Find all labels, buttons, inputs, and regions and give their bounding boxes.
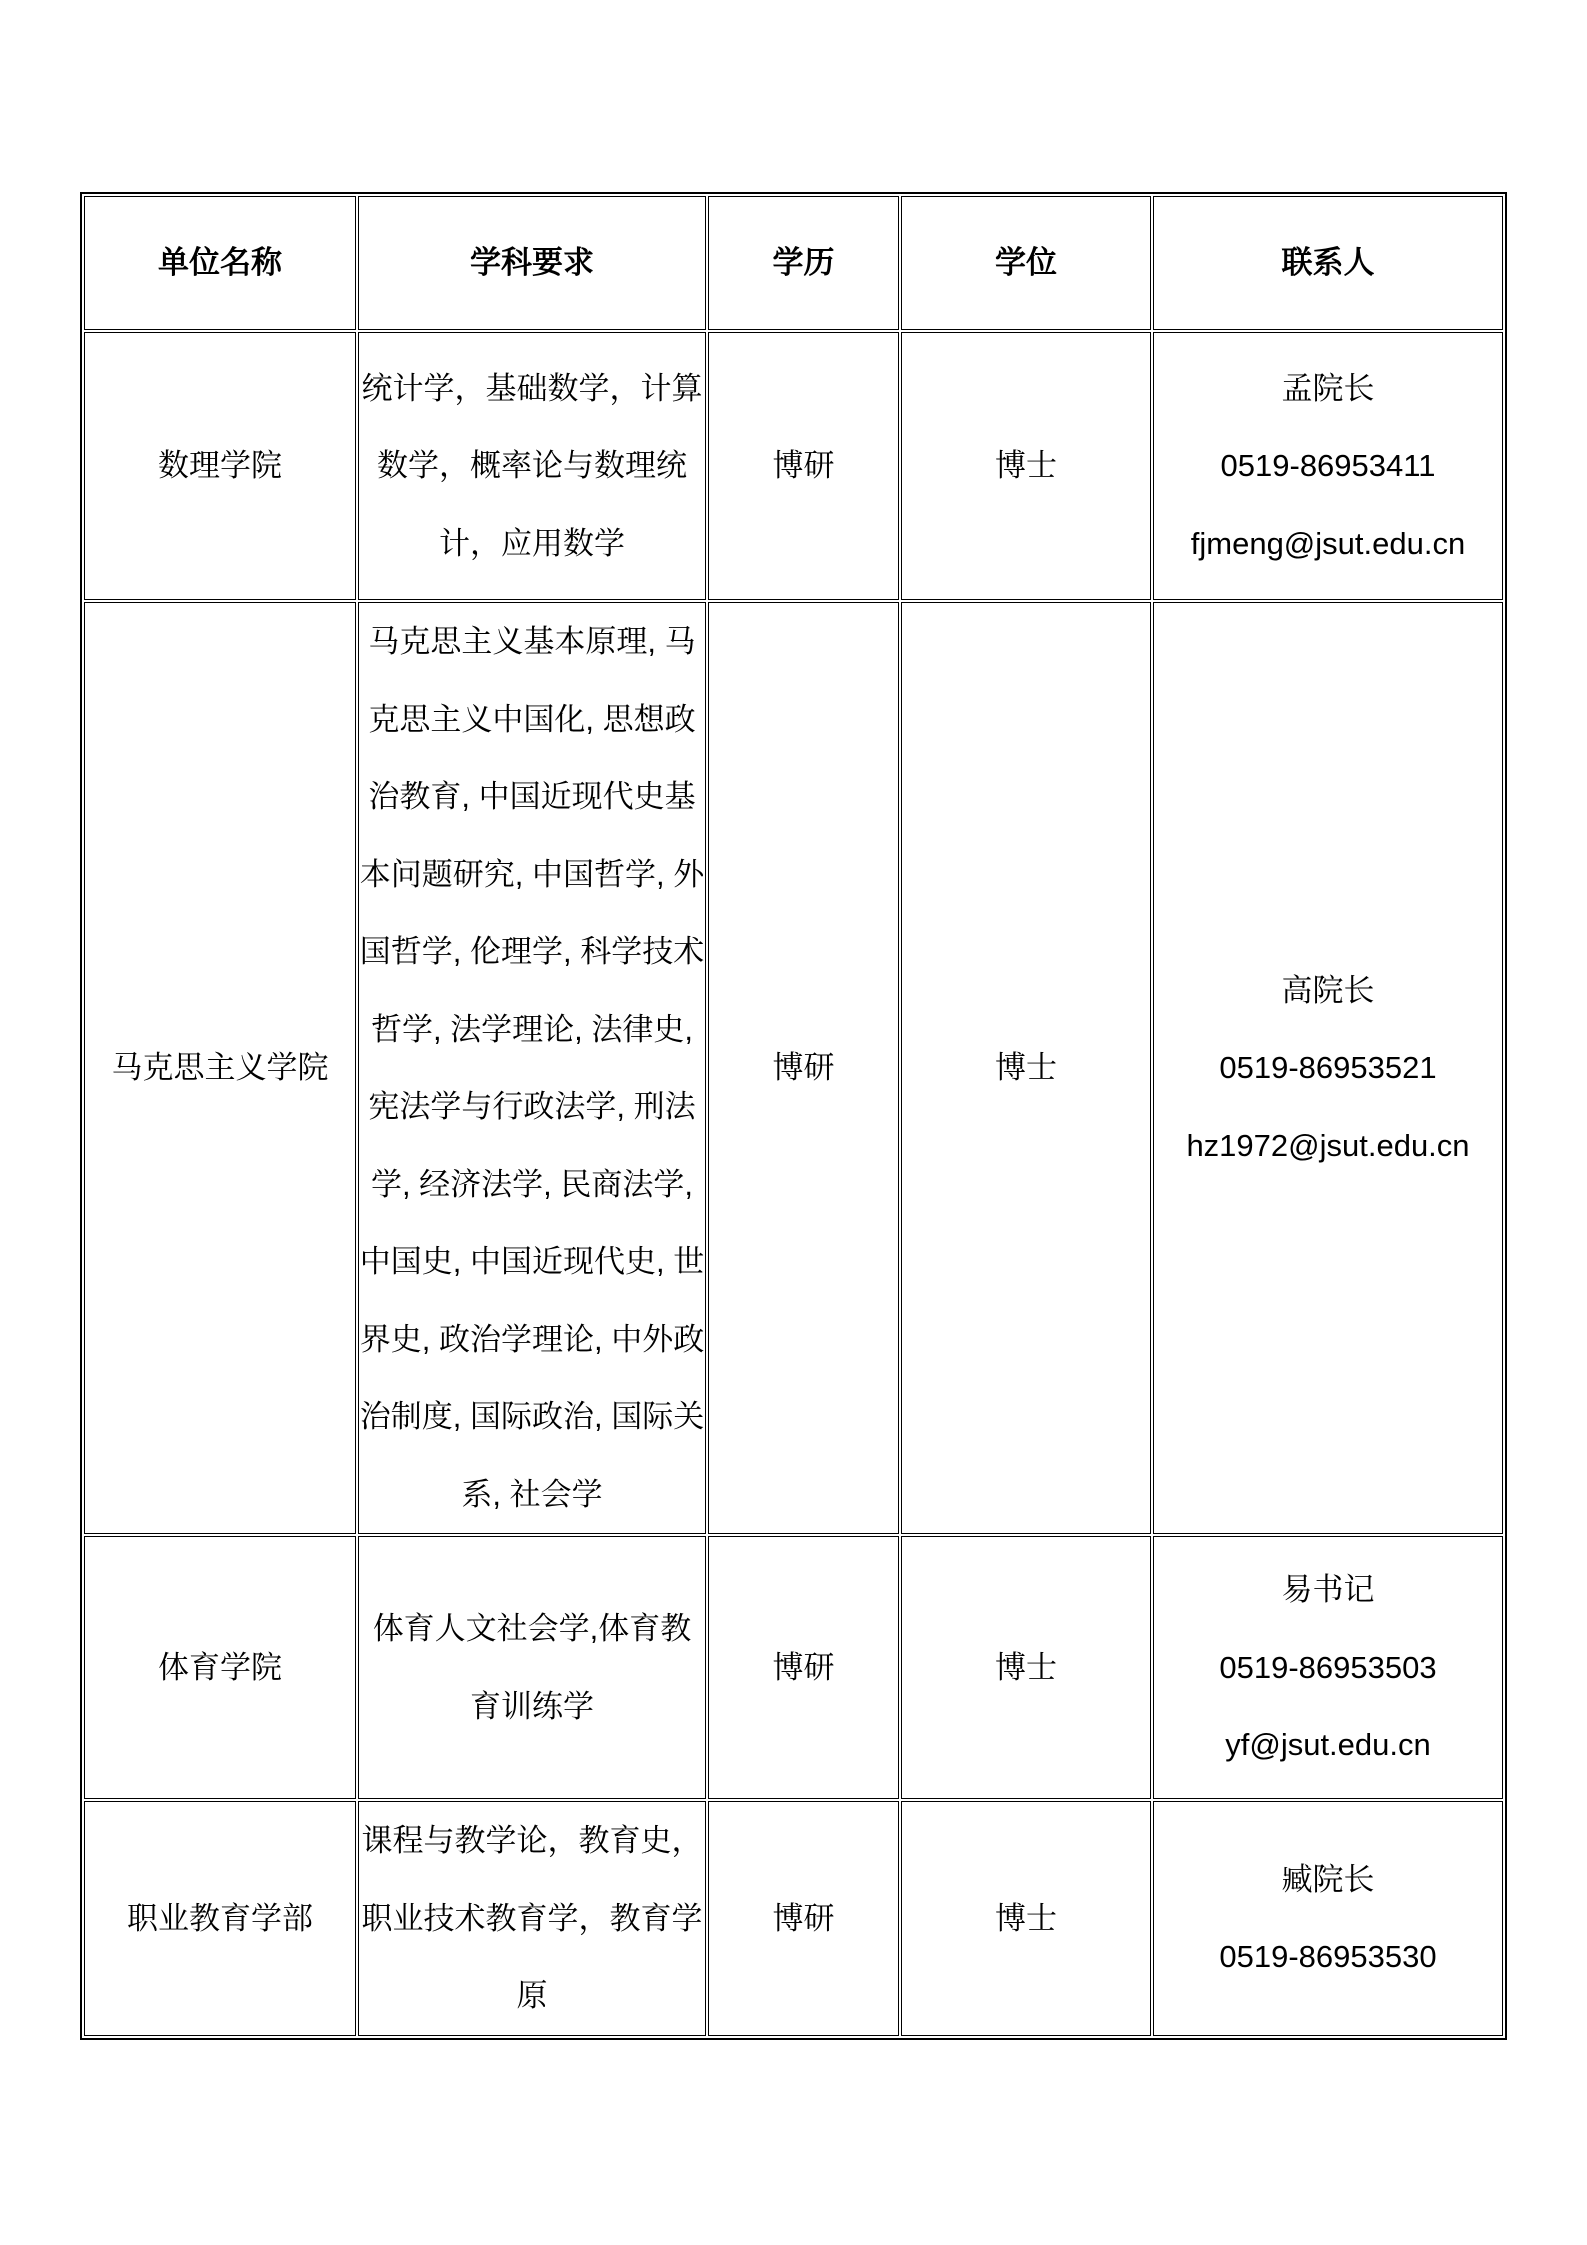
cell-degree: 博士 bbox=[901, 1801, 1151, 2036]
header-cell-unit: 单位名称 bbox=[84, 196, 356, 330]
cell-degree: 博士 bbox=[901, 602, 1151, 1534]
table-row bbox=[84, 332, 1503, 600]
cell-contact bbox=[1153, 1536, 1503, 1799]
cell-discipline: 马克思主义基本原理, 马克思主义中国化, 思想政治教育, 中国近现代史基本问题研究, 中国哲学, 外国哲学, 伦理学, 科学技术哲学, 法学理论, 法律史, 宪法学与行政法学, 刑法学, 经济法学, 民商法学, 中国史, 中国近现代史, 世界史, 政治学理论, 中外政治制度, 国际政治, 国际关系, 社会学 bbox=[358, 602, 706, 1534]
table-header-row bbox=[84, 196, 1503, 330]
cell-degree: 博士 bbox=[901, 332, 1151, 600]
table-row bbox=[84, 1536, 1503, 1799]
header-cell-discipline: 学科要求 bbox=[358, 196, 706, 330]
cell-unit-name: 职业教育学部 bbox=[84, 1801, 356, 2036]
cell-education: 博研 bbox=[708, 1536, 899, 1799]
cell-unit-name: 马克思主义学院 bbox=[84, 602, 356, 1534]
cell-contact bbox=[1153, 1801, 1503, 2036]
cell-unit-name: 体育学院 bbox=[84, 1536, 356, 1799]
contact-phone: 0519-86953530 bbox=[1219, 1939, 1437, 1975]
cell-discipline: 统计学，基础数学，计算数学，概率论与数理统计，应用数学 bbox=[358, 332, 706, 600]
header-cell-contact: 联系人 bbox=[1153, 196, 1503, 330]
contact-name: 孟院长 bbox=[1281, 370, 1375, 406]
header-cell-education: 学历 bbox=[708, 196, 899, 330]
cell-education: 博研 bbox=[708, 602, 899, 1534]
cell-unit-name: 数理学院 bbox=[84, 332, 356, 600]
contact-email: fjmeng@jsut.edu.cn bbox=[1190, 525, 1466, 561]
cell-discipline: 体育人文社会学,体育教育训练学 bbox=[358, 1536, 706, 1799]
cell-degree: 博士 bbox=[901, 1536, 1151, 1799]
table-row bbox=[84, 1801, 1503, 2036]
contact-name: 臧院长 bbox=[1281, 1861, 1375, 1897]
cell-education: 博研 bbox=[708, 332, 899, 600]
contact-phone: 0519-86953521 bbox=[1219, 1050, 1437, 1086]
table-row bbox=[84, 602, 1503, 1534]
cell-education: 博研 bbox=[708, 1801, 899, 2036]
cell-contact bbox=[1153, 332, 1503, 600]
contact-name: 高院长 bbox=[1281, 972, 1375, 1008]
contact-phone: 0519-86953503 bbox=[1219, 1649, 1437, 1685]
recruitment-table bbox=[80, 192, 1507, 2040]
contact-phone: 0519-86953411 bbox=[1220, 448, 1436, 484]
contact-email: yf@jsut.edu.cn bbox=[1225, 1727, 1431, 1763]
cell-discipline: 课程与教学论，教育史，职业技术教育学，教育学原 bbox=[358, 1801, 706, 2036]
contact-name: 易书记 bbox=[1281, 1572, 1375, 1608]
cell-contact bbox=[1153, 602, 1503, 1534]
header-cell-degree: 学位 bbox=[901, 196, 1151, 330]
contact-email: hz1972@jsut.edu.cn bbox=[1186, 1127, 1470, 1163]
